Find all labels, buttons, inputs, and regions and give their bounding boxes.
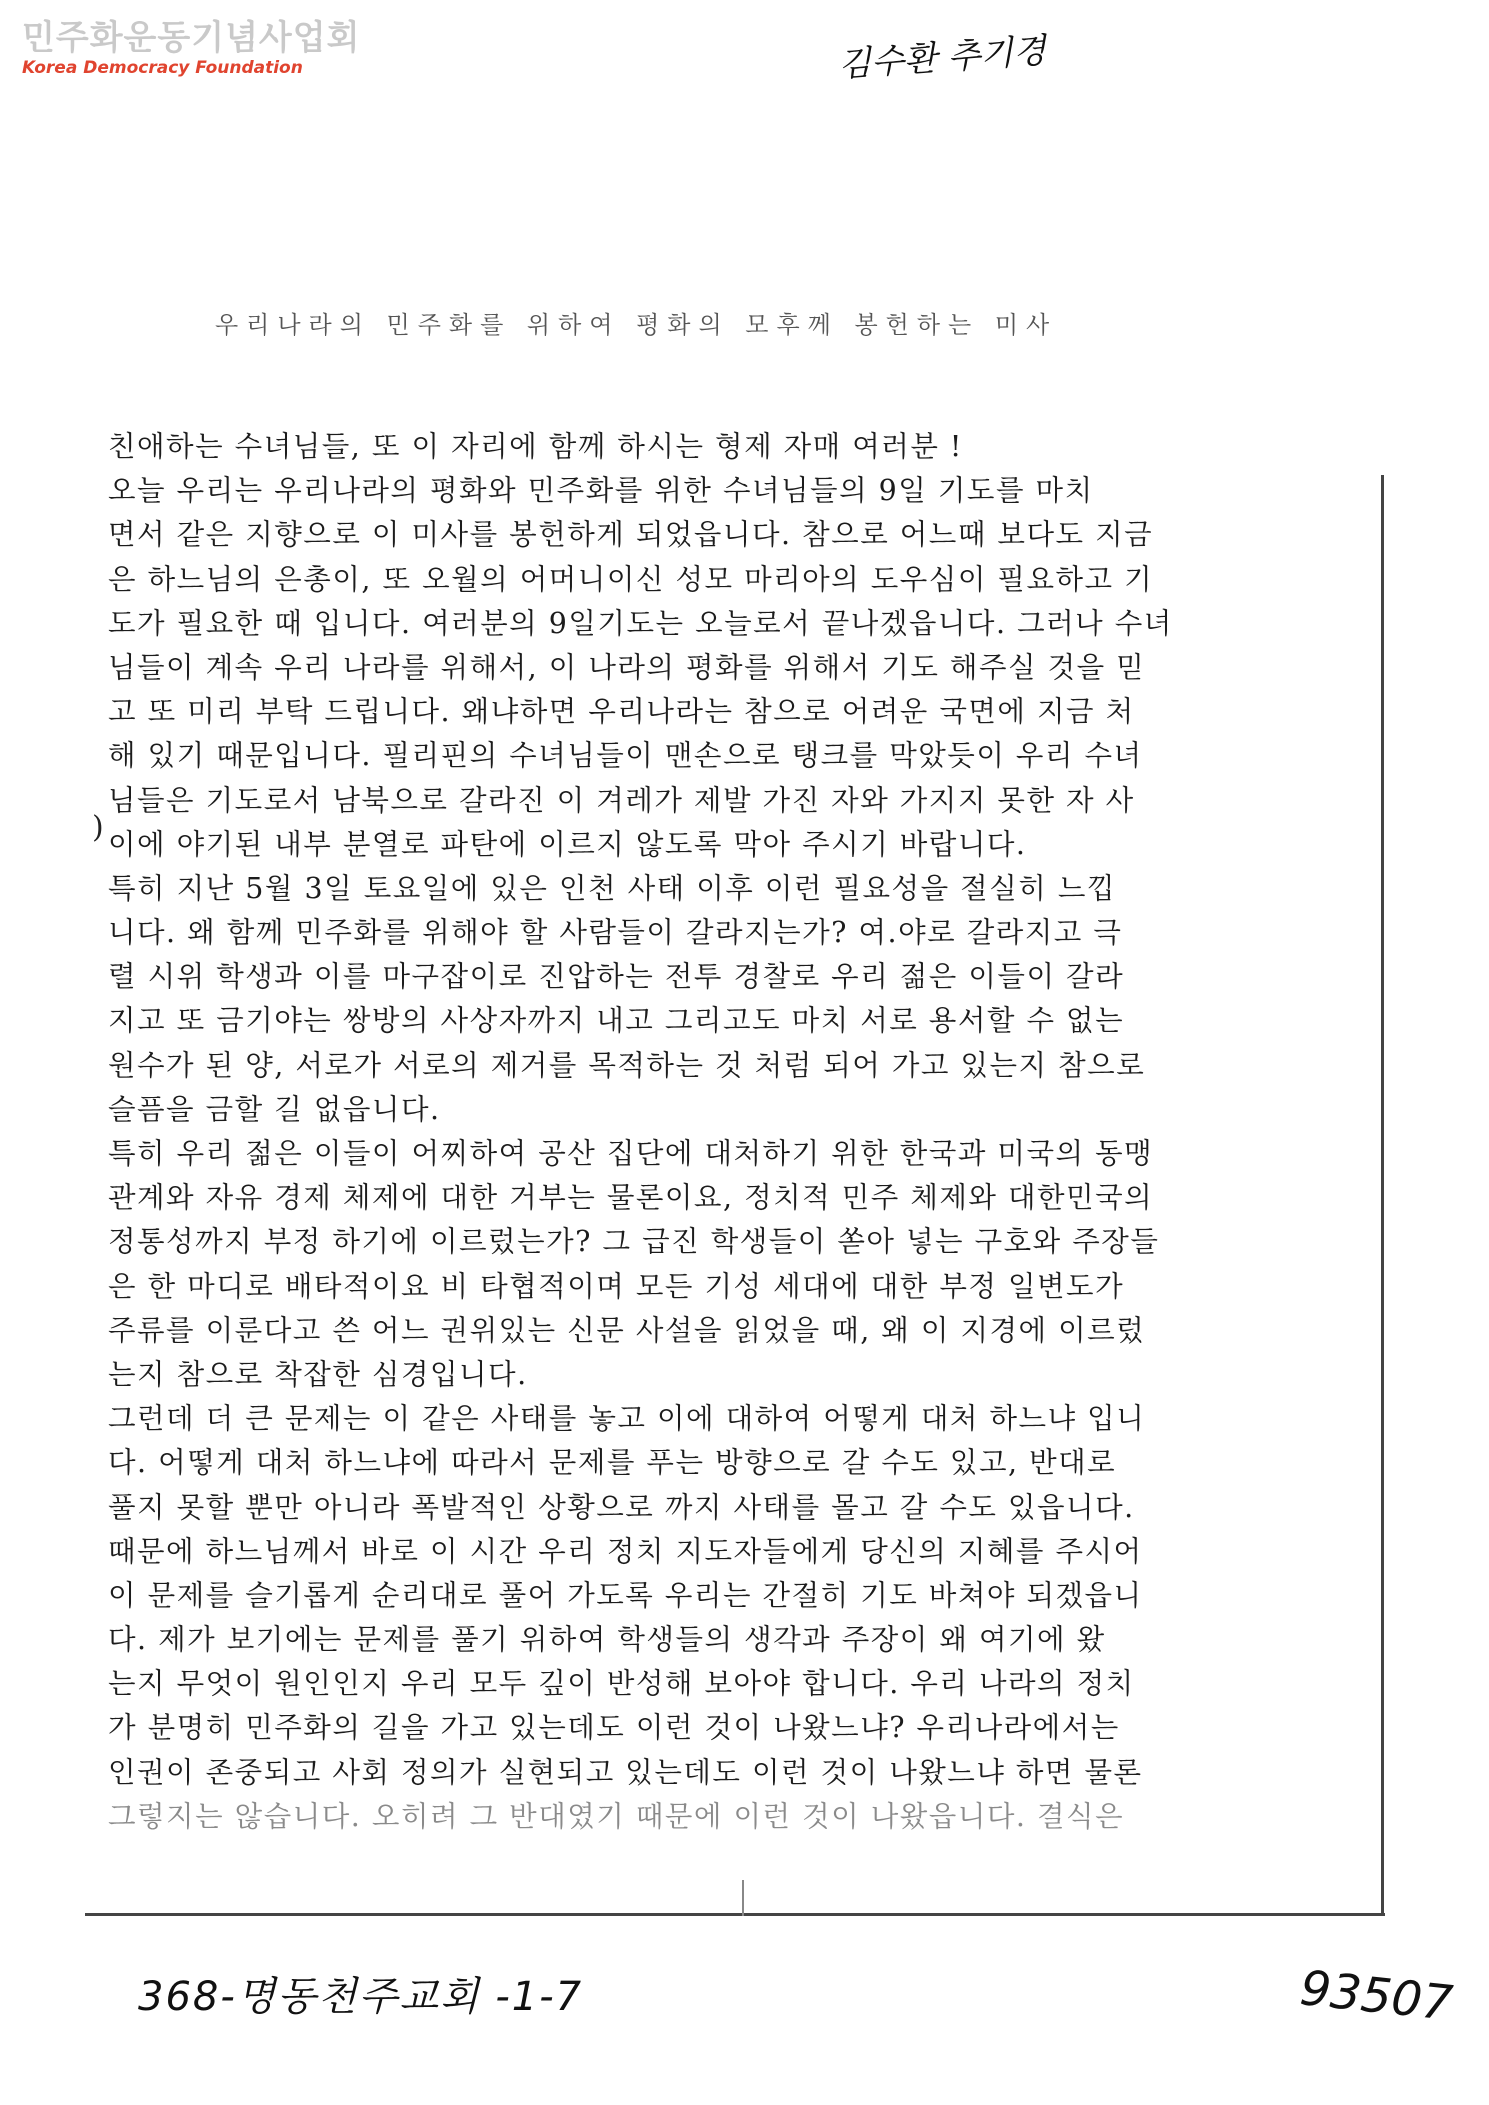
body-line: 렬 시위 학생과 이를 마구잡이로 진압하는 전투 경찰로 우리 젊은 이들이 갈라 — [108, 960, 1125, 994]
body-line: 님들은 기도로서 남북으로 갈라진 이 겨레가 제발 가진 자와 가지지 못한 자 사 — [108, 783, 1135, 817]
body-line: 님들이 계속 우리 나라를 위해서, 이 나라의 평화를 위해서 기도 해주실 것을 믿 — [108, 650, 1146, 684]
body-line: 때문에 하느님께서 바로 이 시간 우리 정치 지도자들에게 당신의 지혜를 주시어 — [108, 1534, 1143, 1568]
body-line: 다. 제가 보기에는 문제를 풀기 위하여 학생들의 생각과 주장이 왜 여기에 왔 — [108, 1623, 1106, 1657]
body-line: 원수가 된 양, 서로가 서로의 제거를 목적하는 것 처럼 되어 가고 있는지 참으로 — [108, 1048, 1146, 1082]
body-line: 친애하는 수녀님들, 또 이 자리에 함께 하시는 형제 자매 여러분 ! — [108, 430, 963, 463]
body-line: 는지 참으로 착잡한 심경입니다. — [108, 1357, 528, 1391]
document-title: 우리나라의 민주화를 위하여 평화의 모후께 봉헌하는 미사 — [215, 311, 1058, 339]
watermark-korean: 민주화운동기념사업회 — [22, 18, 361, 58]
body-line: 는지 무엇이 원인인지 우리 모두 깊이 반성해 보아야 합니다. 우리 나라의 정치 — [108, 1667, 1135, 1701]
margin-mark: ) — [92, 810, 104, 845]
body-line: 인권이 존중되고 사회 정의가 실현되고 있는데도 이런 것이 나왔느냐 하면 물론 — [108, 1755, 1143, 1789]
body-line: 그렇지는 않습니다. 오히려 그 반대였기 때문에 이런 것이 나왔읍니다. 결식은 — [108, 1799, 1125, 1833]
document-body — [108, 425, 1248, 1839]
body-line: 다. 어떻게 대처 하느냐에 따라서 문제를 푸는 방향으로 갈 수도 있고, 반대로 — [108, 1446, 1117, 1480]
handwritten-author-note: 김수환 추기경 — [837, 30, 1048, 86]
body-line: 정통성까지 부정 하기에 이르렀는가? 그 급진 학생들이 쏟아 넣는 구호와 주장들 — [108, 1225, 1160, 1259]
handwritten-archive-code: 368-명동천주교회 -1-7 — [138, 1974, 584, 2020]
body-line: 풀지 못할 뿐만 아니라 폭발적인 상황으로 까지 사태를 몰고 갈 수도 있읍니다. — [108, 1490, 1135, 1524]
page-fold-mark — [742, 1880, 744, 1916]
body-line: 관계와 자유 경제 체제에 대한 거부는 물론이요, 정치적 민주 체제와 대한민국의 — [108, 1181, 1154, 1215]
page-frame-right — [1381, 475, 1384, 1915]
body-line: 특히 우리 젊은 이들이 어찌하여 공산 집단에 대처하기 위한 한국과 미국의 동맹 — [108, 1137, 1154, 1170]
body-line: 주류를 이룬다고 쓴 어느 권위있는 신문 사설을 읽었을 때, 왜 이 지경에 이르렀 — [108, 1313, 1146, 1347]
body-line: 이에 야기된 내부 분열로 파탄에 이르지 않도록 막아 주시기 바랍니다. — [108, 827, 1027, 861]
body-line: 이 문제를 슬기롭게 순리대로 풀어 가도록 우리는 간절히 기도 바쳐야 되겠읍니 — [108, 1578, 1143, 1612]
page-frame-bottom — [85, 1913, 1385, 1916]
body-line: 오늘 우리는 우리나라의 평화와 민주화를 위한 수녀님들의 9일 기도를 마치 — [108, 474, 1094, 508]
watermark-english: Korea Democracy Foundation — [22, 58, 303, 78]
handwritten-page-number: 93507 — [1297, 1960, 1456, 2032]
body-line: 특히 지난 5월 3일 토요일에 있은 인천 사태 이후 이런 필요성을 절실히 느낍 — [108, 871, 1116, 905]
body-line: 가 분명히 민주화의 길을 가고 있는데도 이런 것이 나왔느냐? 우리나라에서는 — [108, 1711, 1120, 1745]
body-line: 니다. 왜 함께 민주화를 위해야 할 사람들이 갈라지는가? 여.야로 갈라지고 극 — [108, 916, 1123, 950]
body-line: 고 또 미리 부탁 드립니다. 왜냐하면 우리나라는 참으로 어려운 국면에 지금 처 — [108, 695, 1135, 729]
body-line: 은 한 마디로 배타적이요 비 타협적이며 모든 기성 세대에 대한 부정 일변도가 — [108, 1269, 1125, 1303]
body-line: 슬픔을 금할 길 없읍니다. — [108, 1092, 441, 1126]
foundation-watermark — [22, 18, 360, 78]
body-line: 도가 필요한 때 입니다. 여러분의 9일기도는 오늘로서 끝나겠읍니다. 그러나 수녀 — [108, 606, 1173, 640]
body-line: 은 하느님의 은총이, 또 오월의 어머니이신 성모 마리아의 도우심이 필요하고 기 — [108, 562, 1154, 596]
body-line: 그런데 더 큰 문제는 이 같은 사태를 놓고 이에 대하여 어떻게 대처 하느냐 입니 — [108, 1402, 1146, 1436]
body-line: 지고 또 금기야는 쌍방의 사상자까지 내고 그리고도 마치 서로 용서할 수 없는 — [108, 1004, 1125, 1038]
body-line: 해 있기 때문입니다. 필리핀의 수녀님들이 맨손으로 탱크를 막았듯이 우리 수녀 — [108, 739, 1143, 773]
body-line: 면서 같은 지향으로 이 미사를 봉헌하게 되었읍니다. 참으로 어느때 보다도 지금 — [108, 518, 1154, 552]
